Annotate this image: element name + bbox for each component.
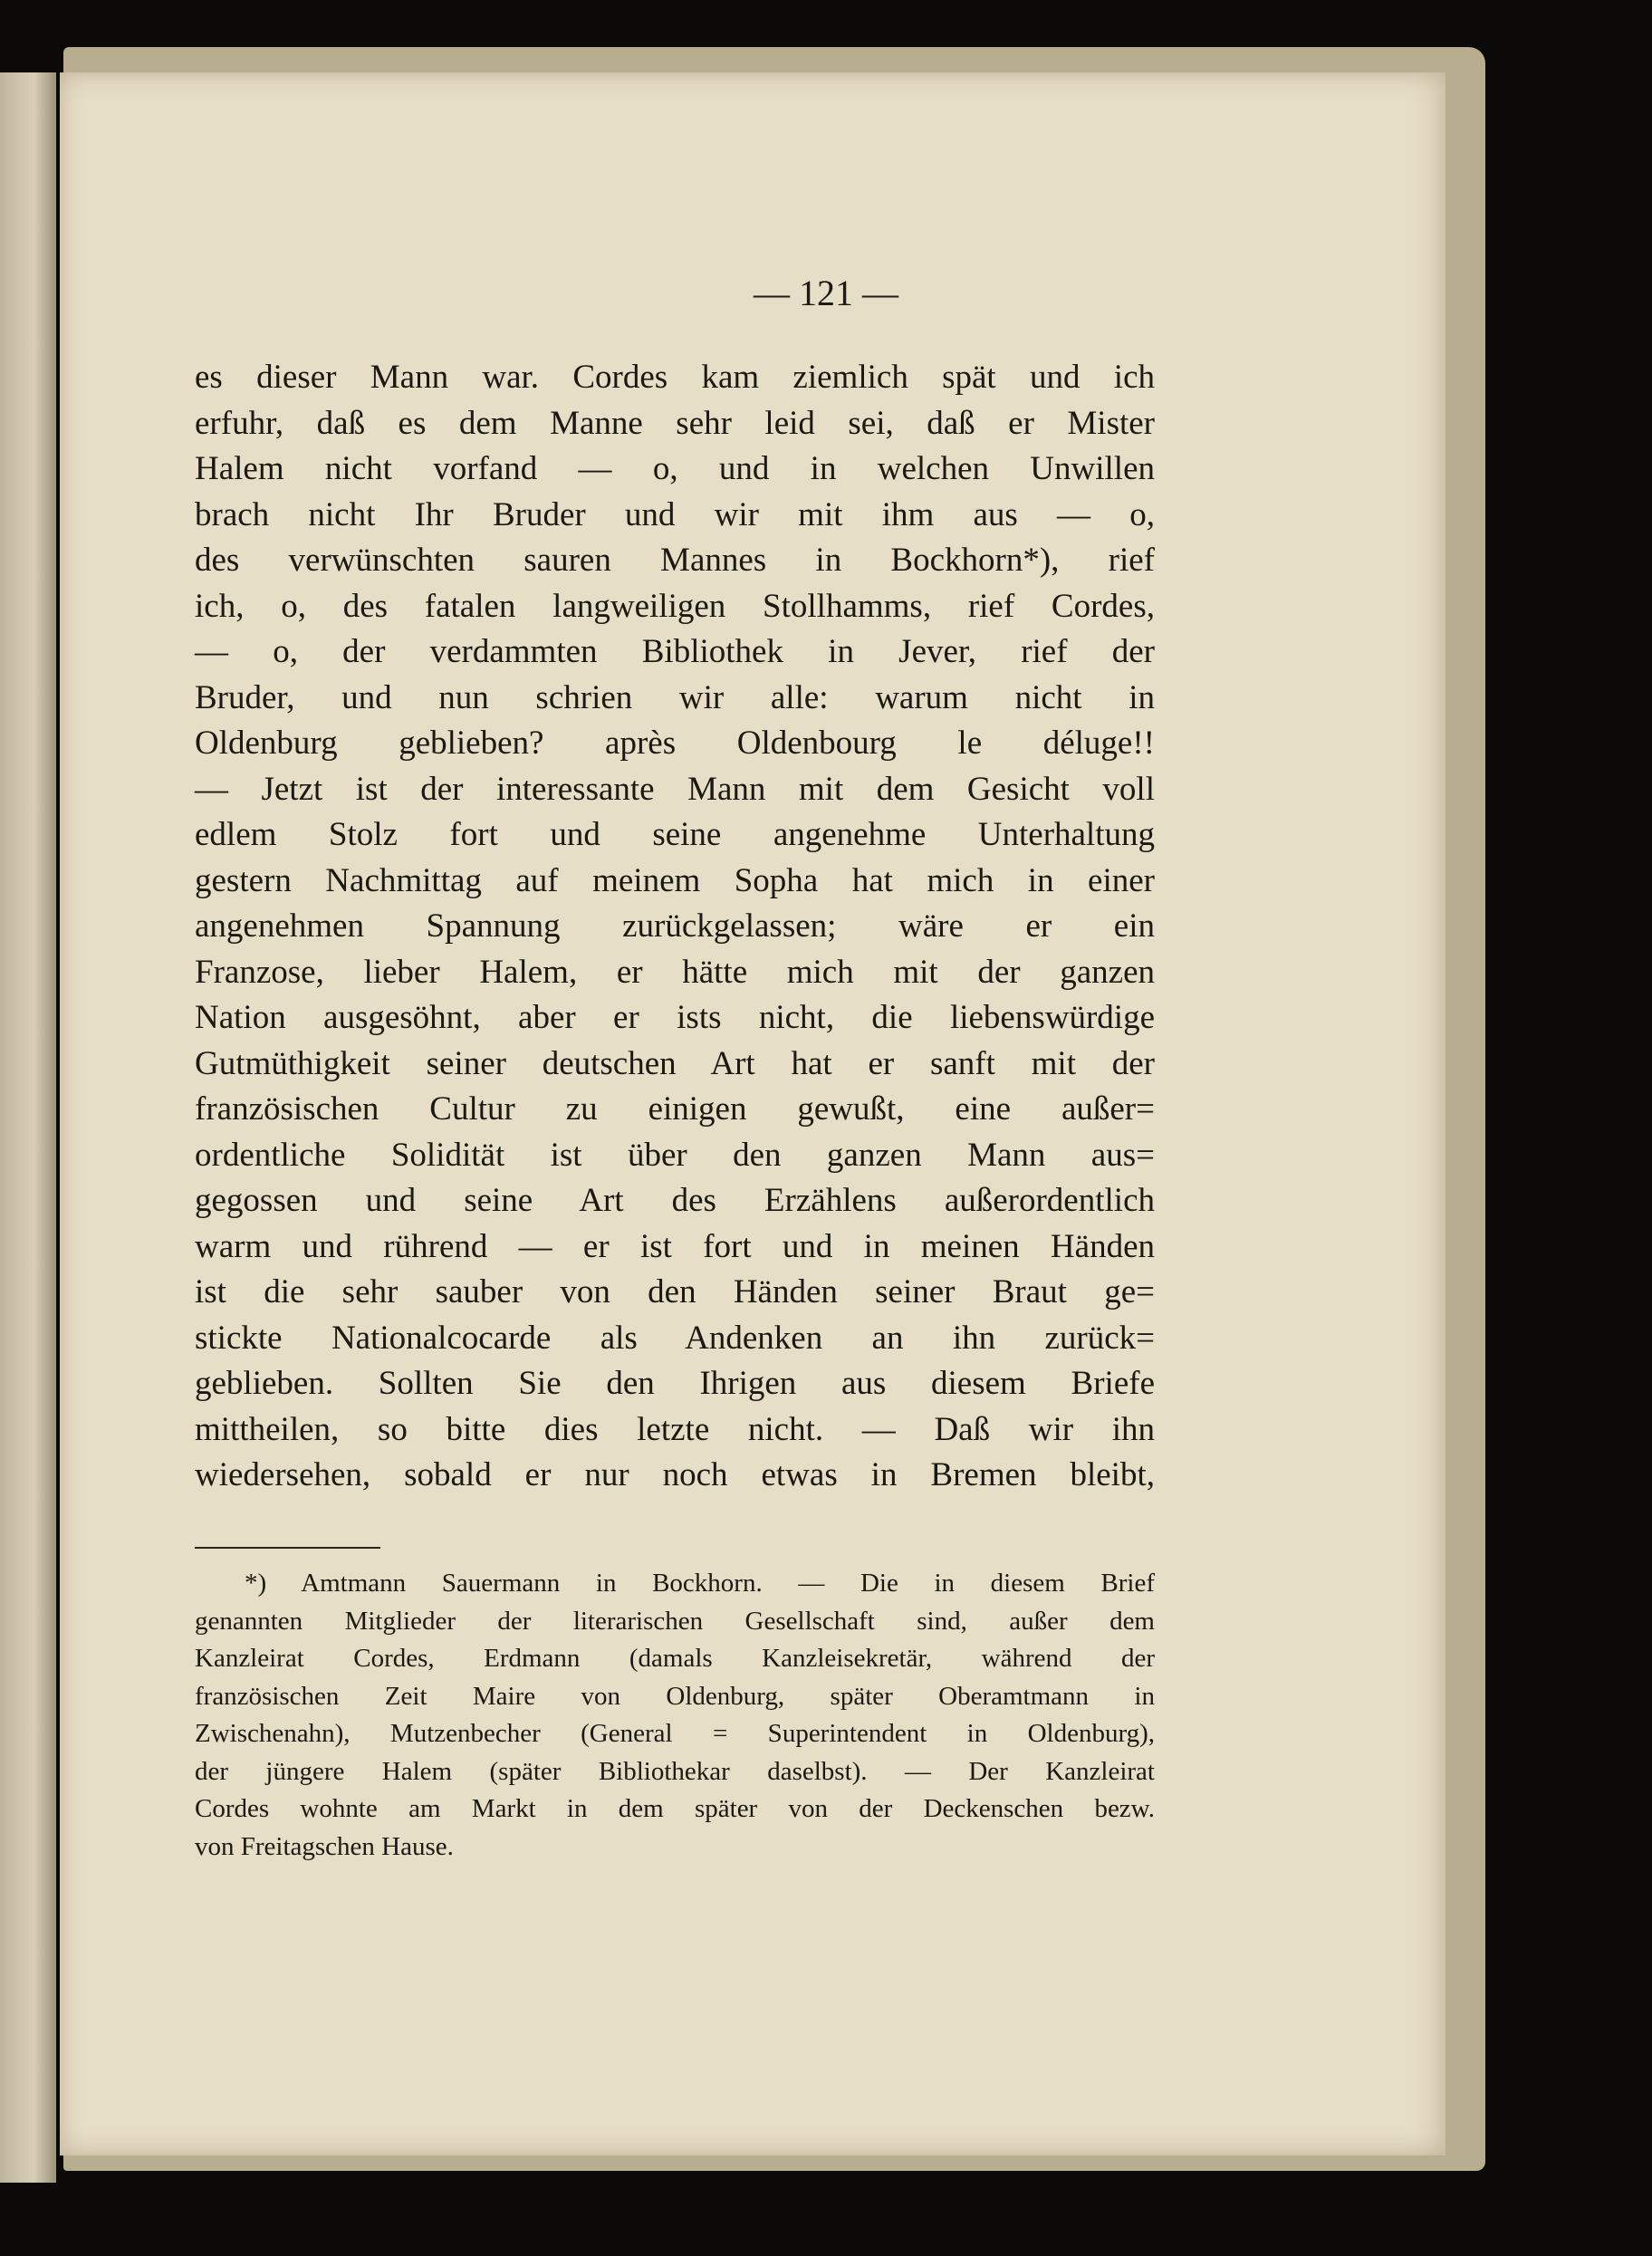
text-line: edlem Stolz fort und seine angenehme Unterhaltung [195,816,1155,853]
text-line: — Jetzt ist der interessante Mann mit dem Gesicht voll [195,770,1155,808]
text-line: warm und rührend — er ist fort und in meinen Händen [195,1227,1155,1265]
text-line: Franzose, lieber Halem, er hätte mich mit der ganzen [195,953,1155,991]
text-line: ordentliche Solidität ist über den ganzen Mann aus= [195,1136,1155,1174]
text-line: stickte Nationalcocarde als Andenken an ihn zurück= [195,1319,1155,1357]
footnote-line: von Freitagschen Hause. [195,1831,454,1861]
body-text [195,355,1155,1499]
text-line: mittheilen, so bitte dies letzte nicht. — Daß wir ihn [195,1410,1155,1448]
text-line: Oldenburg geblieben? après Oldenbourg le déluge!! [195,725,1155,762]
text-line: wiedersehen, sobald er nur noch etwas in Bremen bleibt, [195,1456,1155,1493]
footnote-line: Cordes wohnte am Markt in dem später von der Deckenschen bezw. [195,1794,1155,1823]
text-line: Halem nicht vorfand — o, und in welchen Unwillen [195,450,1155,487]
footnote-line: der jüngere Halem (später Bibliothekar daselbst). — Der Kanzleirat [195,1756,1155,1786]
text-line: gegossen und seine Art des Erzählens außerordentlich [195,1182,1155,1219]
text-line: Bruder, und nun schrien wir alle: warum nicht in [195,678,1155,716]
text-line: brach nicht Ihr Bruder und wir mit ihm aus — o, [195,495,1155,533]
footnote-line: Kanzleirat Cordes, Erdmann (damals Kanzleisekretär, während der [195,1644,1155,1673]
footnote-divider [195,1547,380,1549]
footnote-line: Zwischenahn), Mutzenbecher (General = Superintendent in Oldenburg), [195,1719,1155,1748]
text-line: erfuhr, daß es dem Manne sehr leid sei, daß er Mister [195,404,1155,442]
text-line: Gutmüthigkeit seiner deutschen Art hat er sanft mit der [195,1044,1155,1082]
text-line: des verwünschten sauren Mannes in Bockhorn*), rief [195,542,1155,579]
text-line: es dieser Mann war. Cordes kam ziemlich spät und ich [195,359,1155,396]
footnote [195,1565,1155,1866]
text-line: französischen Cultur zu einigen gewußt, eine außer= [195,1090,1155,1128]
text-line: — o, der verdammten Bibliothek in Jever, rief der [195,633,1155,670]
text-line: Nation ausgesöhnt, aber er ists nicht, die liebenswürdige [195,999,1155,1036]
previous-page-edge [0,72,56,2183]
text-line: ist die sehr sauber von den Händen seiner Braut ge= [195,1273,1155,1310]
footnote-line: französischen Zeit Maire von Oldenburg, später Oberamtmann in [195,1681,1155,1711]
footnote-line: genannten Mitglieder der literarischen Gesellschaft sind, außer dem [195,1606,1155,1636]
page-number: — 121 — [754,273,898,313]
text-line: ich, o, des fatalen langweiligen Stollhamms, rief Cordes, [195,587,1155,625]
footnote-line: *) Amtmann Sauermann in Bockhorn. — Die in diesem Brief [245,1569,1155,1598]
text-line: geblieben. Sollten Sie den Ihrigen aus diesem Briefe [195,1365,1155,1402]
text-line: angenehmen Spannung zurückgelassen; wäre er ein [195,907,1155,945]
text-line: gestern Nachmittag auf meinem Sopha hat mich in einer [195,861,1155,899]
